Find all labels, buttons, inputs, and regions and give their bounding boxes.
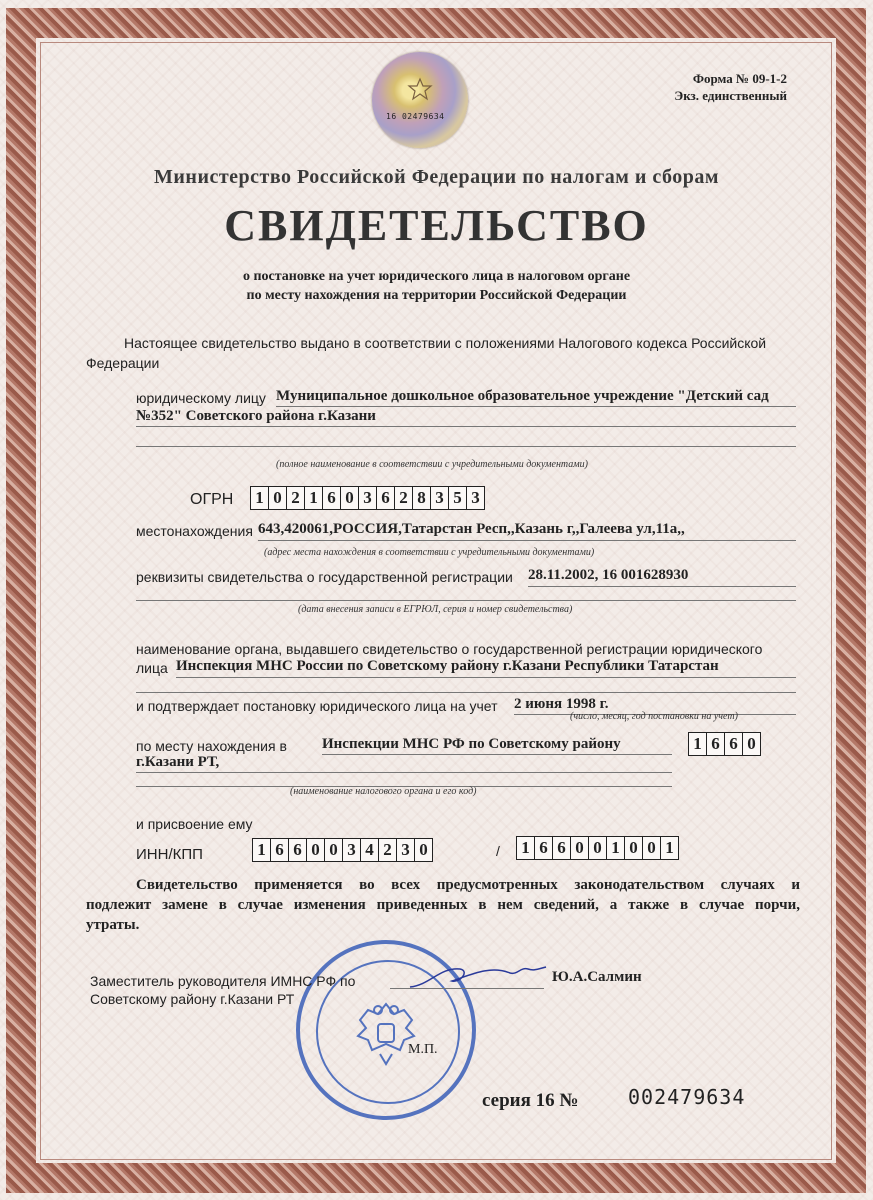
- entity-name-1: Муниципальное дошкольное образовательное учреждение "Детский сад: [276, 388, 769, 404]
- tax-office-underline-1: [322, 754, 672, 755]
- kpp-digits: [516, 836, 679, 860]
- tax-office-code-digit: 6: [725, 733, 743, 755]
- kpp-digit: 1: [665, 838, 674, 857]
- ogrn-digit: 3: [431, 487, 449, 509]
- kpp-digit: 1: [517, 837, 535, 859]
- serial-number: 002479634: [628, 1085, 746, 1109]
- ogrn-digits: [250, 486, 485, 510]
- inn-digit: 0: [307, 839, 325, 861]
- tax-office-underline-2: [136, 772, 672, 773]
- ogrn-digit: 3: [359, 487, 377, 509]
- issuer-underline-2: [136, 692, 796, 693]
- copy-label: Экз. единственный: [674, 88, 787, 103]
- inn-digit: 6: [271, 839, 289, 861]
- tax-office-value-1: Инспекции МНС РФ по Советскому району: [322, 736, 621, 752]
- ogrn-digit: 0: [269, 487, 287, 509]
- confirm-hint: (число, месяц, год постановки на учет): [570, 711, 738, 722]
- issuer-value: Инспекция МНС России по Советскому району г.Казани Республики Татарстан: [176, 658, 719, 674]
- emblem-icon: [406, 76, 434, 104]
- intro-text-1: Настоящее свидетельство выдано в соответствии с положениями Налогового кодекса Российской: [124, 335, 767, 351]
- inn-digit: 2: [379, 839, 397, 861]
- tax-office-value-2: г.Казани РТ,: [136, 754, 220, 770]
- document-subtitle: [0, 267, 873, 305]
- signatory-name: Ю.А.Салмин: [552, 969, 642, 985]
- kpp-digit: 6: [535, 837, 553, 859]
- entity-underline-2: [136, 426, 796, 427]
- inn-digit: 4: [361, 839, 379, 861]
- signatory-position-2: Советскому району г.Казани РТ: [90, 991, 295, 1007]
- ogrn-digit: 1: [305, 487, 323, 509]
- ogrn-digit: 6: [377, 487, 395, 509]
- location-underline: [258, 540, 796, 541]
- ogrn-digit: 8: [413, 487, 431, 509]
- tax-office-code-digit: 0: [747, 734, 756, 753]
- registration-label: реквизиты свидетельства о государственной регистрации: [136, 569, 513, 585]
- issuer-label-2: лица: [136, 660, 168, 676]
- confirm-label: и подтверждает постановку юридического лица на учет: [136, 698, 498, 714]
- form-number: [674, 70, 787, 104]
- tax-office-code-digit: 1: [689, 733, 707, 755]
- kpp-digit: 0: [625, 837, 643, 859]
- issuer-underline: [176, 677, 796, 678]
- entity-name-2: №352" Советского района г.Казани: [136, 408, 376, 424]
- document-title: СВИДЕТЕЛЬСТВО: [224, 201, 649, 250]
- location-value: 643,420061,РОССИЯ,Татарстан Респ,,Казань г,,Галеева ул,11а,,: [258, 521, 685, 537]
- inn-digit: 1: [253, 839, 271, 861]
- signature-icon: [400, 955, 550, 995]
- kpp-digit: 0: [571, 837, 589, 859]
- validity-line-1: Свидетельство применяется во всех предусмотренных законодательством случаях и: [136, 877, 800, 893]
- tax-office-label: по месту нахождения в: [136, 738, 287, 754]
- issuer-label-1: наименование органа, выдавшего свидетельство о государственной регистрации юридического: [136, 641, 763, 657]
- kpp-digit: 1: [607, 837, 625, 859]
- eagle-emblem-icon: [338, 984, 434, 1080]
- subtitle-line-1: о постановке на учет юридического лица в налоговом органе: [242, 269, 631, 284]
- ogrn-label: ОГРН: [190, 491, 234, 508]
- confirm-value: 2 июня 1998 г.: [514, 696, 609, 712]
- form-number-label: Форма № 09-1-2: [692, 71, 787, 86]
- ogrn-digit: 2: [287, 487, 305, 509]
- entity-underline-3: [136, 446, 796, 447]
- registration-underline: [528, 586, 796, 587]
- ogrn-digit: 5: [449, 487, 467, 509]
- inn-digit: 6: [289, 839, 307, 861]
- ministry-name: Министерство Российской Федерации по налогам и сборам: [154, 166, 719, 188]
- signatory-position-1: Заместитель руководителя ИМНС РФ по: [90, 973, 356, 989]
- inn-kpp-label: ИНН/КПП: [136, 846, 203, 863]
- inn-digit: 3: [397, 839, 415, 861]
- intro-text-2: Федерации: [86, 355, 160, 371]
- mp-label: М.П.: [408, 1042, 438, 1057]
- kpp-digit: 0: [589, 837, 607, 859]
- registration-underline-2: [136, 600, 796, 601]
- inn-digit: 3: [343, 839, 361, 861]
- ogrn-digit: 0: [341, 487, 359, 509]
- location-hint: (адрес места нахождения в соответствии с учредительными документами): [264, 547, 595, 558]
- tax-office-code-digit: 6: [707, 733, 725, 755]
- location-label: местонахождения: [136, 523, 253, 539]
- ogrn-digit: 1: [251, 487, 269, 509]
- inn-digit: 0: [325, 839, 343, 861]
- ogrn-digit: 3: [471, 488, 480, 507]
- validity-line-3: утраты.: [86, 917, 140, 933]
- kpp-digit: 0: [643, 837, 661, 859]
- assign-label: и присвоение ему: [136, 816, 253, 832]
- tax-office-code: [688, 732, 761, 756]
- ogrn-digit: 2: [395, 487, 413, 509]
- entity-label: юридическому лицу: [136, 390, 266, 406]
- subtitle-line-2: по месту нахождения на территории Российской Федерации: [246, 288, 627, 303]
- kpp-digit: 6: [553, 837, 571, 859]
- hologram-number: 16 02479634: [386, 112, 445, 121]
- ogrn-digit: 6: [323, 487, 341, 509]
- registration-value: 28.11.2002, 16 001628930: [528, 567, 689, 583]
- inn-digit: 0: [419, 840, 428, 859]
- inn-kpp-separator: /: [496, 843, 500, 859]
- serial-label: серия 16 №: [482, 1090, 579, 1111]
- registration-hint: (дата внесения записи в ЕГРЮЛ, серия и номер свидетельства): [298, 604, 573, 615]
- inn-digits: [252, 838, 433, 862]
- tax-office-hint: (наименование налогового органа и его код): [290, 786, 477, 797]
- entity-hint: (полное наименование в соответствии с учредительными документами): [276, 459, 588, 470]
- hologram-seal: [372, 52, 468, 148]
- validity-line-2: подлежит замене в случае изменения приведенных в нем сведений, а также в случае порчи,: [86, 897, 800, 913]
